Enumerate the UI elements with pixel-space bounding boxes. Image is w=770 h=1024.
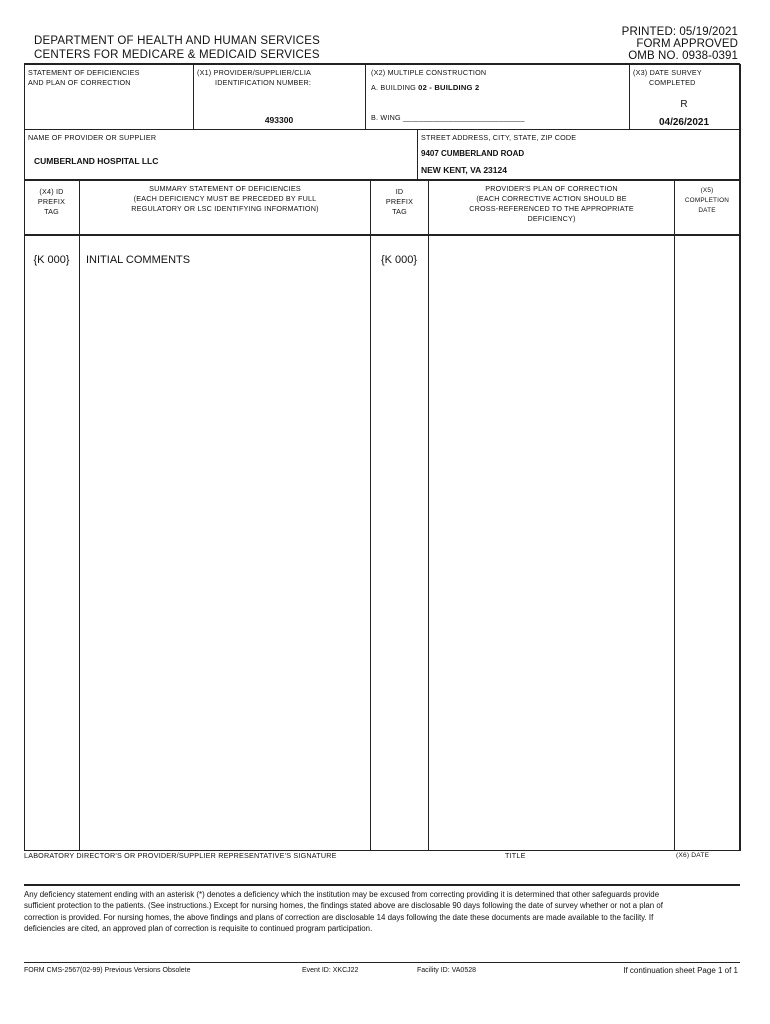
survey-revisit-flag: R — [680, 99, 688, 110]
provider-name: CUMBERLAND HOSPITAL LLC — [34, 156, 159, 166]
x5-header-line-3: DATE — [698, 207, 716, 214]
omb-number: OMB NO. 0938-0391 — [628, 50, 738, 62]
divider — [24, 962, 740, 963]
facility-id: Facility ID: VA0528 — [417, 967, 477, 974]
x4-column-header — [24, 187, 79, 217]
building-label: A. BUILDING — [371, 83, 416, 92]
x1-label — [197, 68, 311, 88]
id-column-header — [371, 187, 428, 217]
x4-header-line-1: (X4) ID — [39, 187, 64, 196]
x4-header-line-2: PREFIX — [37, 197, 66, 206]
provider-name-label: NAME OF PROVIDER OR SUPPLIER — [28, 133, 157, 142]
form-right-border — [739, 64, 741, 851]
wing-row — [371, 113, 525, 123]
x4-header-line-3: TAG — [44, 207, 59, 216]
summary-column-header — [80, 184, 370, 214]
x3-label-line-1: (X3) DATE SURVEY — [633, 68, 702, 77]
agency-line-2: CENTERS FOR MEDICARE & MEDICAID SERVICES — [34, 49, 320, 61]
plan-header-line-4: DEFICIENCY) — [527, 214, 576, 223]
x3-label — [633, 68, 702, 88]
x2-label: (X2) MULTIPLE CONSTRUCTION — [371, 68, 487, 77]
signature-date-label: (X6) DATE — [676, 852, 710, 859]
id-header-line-3: TAG — [392, 207, 407, 216]
deficiency-summary: INITIAL COMMENTS — [86, 254, 191, 266]
form-number: FORM CMS-2567(02-99) Previous Versions Obsolete — [24, 967, 191, 974]
summary-header-line-1: SUMMARY STATEMENT OF DEFICIENCIES — [149, 184, 301, 193]
divider — [79, 181, 80, 851]
x3-label-line-2: COMPLETED — [649, 78, 696, 87]
divider — [417, 130, 418, 180]
agency-heading — [34, 34, 320, 62]
correction-tag: {K 000} — [380, 254, 418, 266]
x1-label-line-2: IDENTIFICATION NUMBER: — [215, 78, 312, 87]
divider — [428, 181, 429, 851]
address-label: STREET ADDRESS, CITY, STATE, ZIP CODE — [421, 133, 577, 142]
statement-label-line-1: STATEMENT OF DEFICIENCIES — [28, 68, 140, 77]
agency-line-1: DEPARTMENT OF HEALTH AND HUMAN SERVICES — [34, 35, 320, 47]
form-approval-block — [622, 26, 738, 62]
form-left-border — [24, 64, 25, 851]
plan-column-header — [429, 184, 674, 224]
form-approved: FORM APPROVED — [636, 38, 738, 50]
divider — [674, 181, 675, 851]
form-top-border — [24, 63, 740, 65]
summary-header-line-3: REGULATORY OR LSC IDENTIFYING INFORMATION) — [131, 204, 319, 213]
page-indicator: If continuation sheet Page 1 of 1 — [623, 966, 738, 975]
divider — [24, 129, 740, 130]
x5-header-line-2: COMPLETION — [684, 197, 730, 204]
title-label: TITLE — [505, 851, 526, 860]
building-row — [371, 83, 479, 93]
plan-header-line-3: CROSS-REFERENCED TO THE APPROPRIATE — [469, 204, 634, 213]
signature-label: LABORATORY DIRECTOR'S OR PROVIDER/SUPPLIER REPRESENTATIVE'S SIGNATURE — [24, 851, 337, 860]
wing-line: _____________________________ — [402, 113, 525, 122]
divider — [365, 64, 366, 129]
wing-label: B. WING — [371, 113, 401, 122]
id-header-line-2: PREFIX — [385, 197, 414, 206]
plan-header-line-1: PROVIDER'S PLAN OF CORRECTION — [485, 184, 618, 193]
x5-header-line-1: (X5) — [700, 187, 714, 194]
disclaimer-text: Any deficiency statement ending with an asterisk (*) denotes a deficiency which the institution may be excused from correcting providing it is determined that other safeguards provide sufficient protection to the patients. (See instructions.) Except for nursing homes, the findings stated above are disclosable 90 days following the date of survey whether or not a plan of correction is provided. For nursing homes, the above findings and plans of correction are disclosable 14 days following the date these documents are made available to the facility. If deficiencies are cited, an approved plan of correction is requisite to continued program participation. — [24, 890, 663, 934]
statement-label-line-2: AND PLAN OF CORRECTION — [28, 78, 131, 87]
divider — [24, 234, 740, 236]
statement-label — [28, 68, 140, 88]
summary-header-line-2: (EACH DEFICIENCY MUST BE PRECEDED BY FULL — [133, 194, 317, 203]
divider — [24, 884, 740, 886]
event-id: Event ID: XKCJ22 — [302, 967, 359, 974]
divider — [24, 179, 740, 181]
x5-column-header — [675, 186, 739, 216]
plan-header-line-2: (EACH CORRECTIVE ACTION SHOULD BE — [476, 194, 627, 203]
id-header-line-1: ID — [395, 187, 404, 196]
divider — [370, 181, 371, 851]
address-line-1: 9407 CUMBERLAND ROAD — [421, 149, 525, 158]
provider-id-number: 493300 — [264, 115, 294, 125]
survey-completed-date: 04/26/2021 — [658, 117, 710, 128]
building-value: 02 - BUILDING 2 — [418, 83, 480, 92]
address-line-2: NEW KENT, VA 23124 — [421, 165, 507, 175]
deficiency-tag: {K 000} — [33, 254, 70, 266]
printed-date: PRINTED: 05/19/2021 — [621, 26, 738, 38]
x1-label-line-1: (X1) PROVIDER/SUPPLIER/CLIA — [197, 68, 312, 77]
